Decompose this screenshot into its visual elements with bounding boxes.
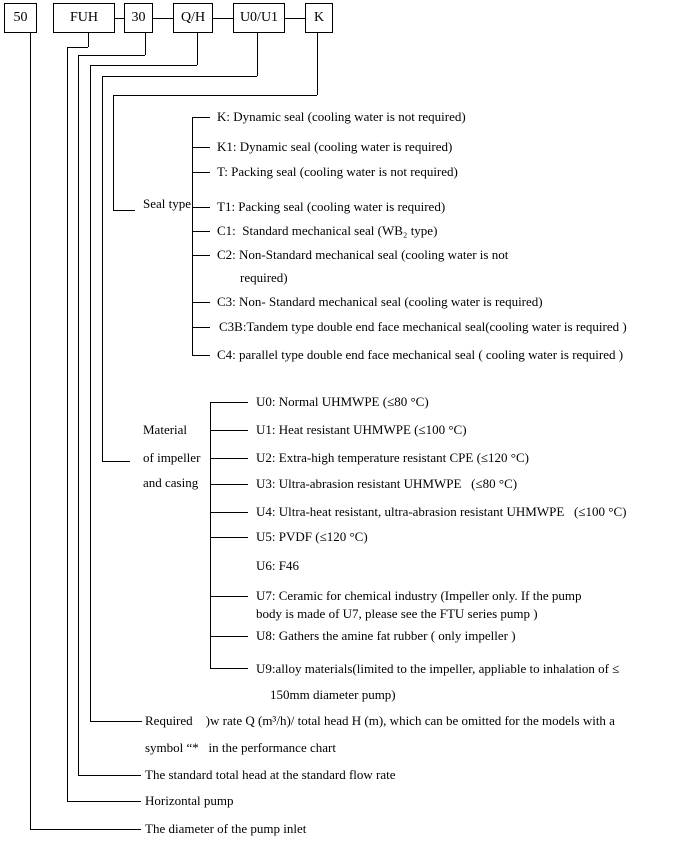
code-box-material: U0/U1 (233, 3, 285, 33)
tick-line (210, 484, 248, 485)
connector-line (90, 65, 197, 66)
material-label-line2: of impeller (143, 450, 201, 465)
material-item-u1: U1: Heat resistant UHMWPE (≤100 °C) (256, 422, 467, 437)
tick-line (192, 207, 210, 208)
connector-line (88, 33, 89, 47)
seal-item-k: K: Dynamic seal (cooling water is not required) (217, 109, 466, 124)
connector-line (78, 55, 145, 56)
material-item-u9-continued: 150mm diameter pump) (270, 687, 396, 702)
connector-line (30, 33, 31, 829)
tick-line (210, 636, 248, 637)
connector-line (145, 33, 146, 55)
seal-item-c3b: C3B:Tandem type double end face mechanical seal(cooling water is required ) (219, 319, 627, 334)
connector-line (257, 33, 258, 76)
connector-line (317, 33, 318, 95)
tick-line (192, 231, 210, 232)
connector-line (285, 18, 305, 19)
code-box-flow-head: Q/H (173, 3, 213, 33)
tick-line (192, 117, 210, 118)
seal-bracket-line (192, 117, 193, 355)
connector-line (102, 76, 103, 461)
material-item-u9: U9:alloy materials(limited to the impeller, appliable to inhalation of ≤ (256, 661, 620, 676)
required-flow-label-line2: symbol “* in the performance chart (145, 740, 336, 755)
connector-line (90, 721, 142, 722)
tick-line (210, 512, 248, 513)
code-box-seal: K (305, 3, 333, 33)
code-box-inlet-diameter: 50 (4, 3, 37, 33)
material-item-u3: U3: Ultra-abrasion resistant UHMWPE (≤80 °C) (256, 476, 518, 491)
connector-line (30, 829, 141, 830)
tick-line (210, 458, 248, 459)
required-flow-label-line1: Required )w rate Q (m³/h)/ total head H (m), which can be omitted for the models with a (145, 713, 615, 728)
tick-line (210, 596, 248, 597)
tick-line (192, 255, 210, 256)
connector-line (67, 47, 88, 48)
connector-line (113, 95, 114, 210)
connector-line (113, 95, 317, 96)
material-item-u2: U2: Extra-high temperature resistant CPE (≤120 °C) (256, 450, 529, 465)
connector-line (115, 18, 124, 19)
seal-item-c4: C4: parallel type double end face mechanical seal ( cooling water is required ) (217, 347, 624, 362)
connector-line (102, 461, 130, 462)
material-item-u4: U4: Ultra-heat resistant, ultra-abrasion resistant UHMWPE (≤100 °C) (256, 504, 627, 519)
tick-line (192, 355, 210, 356)
connector-line (67, 801, 141, 802)
material-item-u7-continued: body is made of U7, please see the FTU series pump ) (256, 606, 538, 621)
connector-line (67, 47, 68, 801)
material-label-line3: and casing (143, 475, 199, 490)
connector-line (113, 210, 135, 211)
connector-line (153, 18, 173, 19)
tick-line (210, 537, 248, 538)
seal-item-c2-continued: required) (240, 270, 288, 285)
seal-item-c3: C3: Non- Standard mechanical seal (cooling water is required) (217, 294, 543, 309)
material-item-u6: U6: F46 (256, 558, 299, 573)
seal-type-label: Seal type (143, 196, 192, 211)
material-bracket-line (210, 402, 211, 668)
connector-line (197, 33, 198, 65)
material-item-u7: U7: Ceramic for chemical industry (Impeller only. If the pump (256, 588, 582, 603)
code-box-series: FUH (53, 3, 115, 33)
standard-head-label: The standard total head at the standard flow rate (145, 767, 396, 782)
seal-item-t1: T1: Packing seal (cooling water is required) (217, 199, 446, 214)
tick-line (210, 402, 248, 403)
material-item-u0: U0: Normal UHMWPE (≤80 °C) (256, 394, 429, 409)
seal-item-c1: C1: Standard mechanical seal (WB₂ type) (217, 223, 438, 238)
connector-line (78, 55, 79, 775)
material-item-u8: U8: Gathers the amine fat rubber ( only impeller ) (256, 628, 516, 643)
connector-line (78, 775, 141, 776)
tick-line (192, 147, 210, 148)
horizontal-pump-label: Horizontal pump (145, 793, 234, 808)
connector-line (102, 76, 257, 77)
seal-item-c2: C2: Non-Standard mechanical seal (cooling water is not (217, 247, 509, 262)
connector-line (213, 18, 233, 19)
connector-line (90, 65, 91, 721)
tick-line (192, 302, 210, 303)
code-box-head: 30 (124, 3, 153, 33)
material-label-line1: Material (143, 422, 188, 437)
tick-line (210, 430, 248, 431)
tick-line (210, 668, 248, 669)
tick-line (192, 172, 210, 173)
seal-item-k1: K1: Dynamic seal (cooling water is required) (217, 139, 453, 154)
tick-line (192, 327, 210, 328)
seal-item-t: T: Packing seal (cooling water is not required) (217, 164, 458, 179)
inlet-diameter-label: The diameter of the pump inlet (145, 821, 307, 836)
material-item-u5: U5: PVDF (≤120 °C) (256, 529, 368, 544)
